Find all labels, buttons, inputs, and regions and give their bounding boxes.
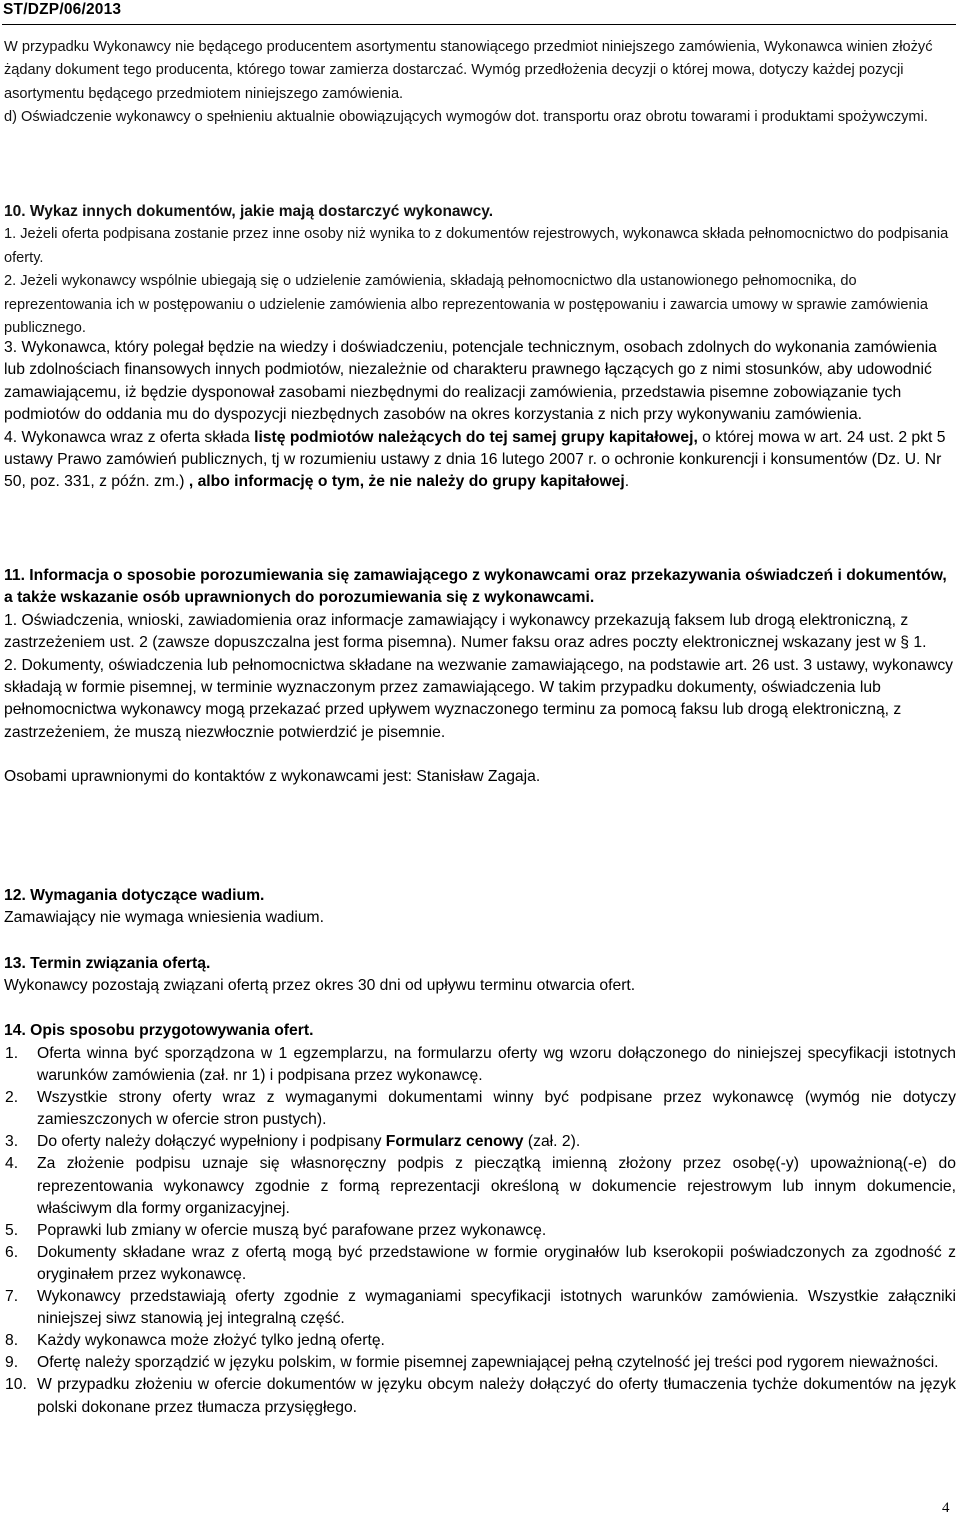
top-block (4, 36, 956, 130)
section-11-heading: 11. Informacja o sposobie porozumiewania się zamawiającego z wykonawcami oraz przekazywania oświadczeń i dokumentów, a także wskazanie osób uprawnionych do porozumiewania się z wykonawcami. (4, 567, 947, 607)
section-14-list (4, 1043, 956, 1419)
section-10 (4, 200, 956, 340)
section-11 (4, 565, 956, 789)
section-11-item-1: 1. Oświadczenia, wnioski, zawiadomienia oraz informacje zamawiający i wykonawcy przekazują faksem lub drogą elektroniczną, z zastrzeżeniem ust. 2 (zawsze dopuszczalna jest forma pisemna). Numer faksu oraz adres poczty elektronicznej wskazany jest w § 1. (4, 611, 927, 652)
section-14-heading-block (4, 1020, 956, 1042)
section-12-text: Zamawiający nie wymaga wniesienia wadium. (4, 909, 324, 927)
list-item: 6. Dokumenty składane wraz z ofertą mogą być przedstawione w formie oryginałów lub kserokopii poświadczonych za zgodność z oryginałem przez wykonawcę. (5, 1243, 956, 1283)
section-11-contact: Osobami uprawnionymi do kontaktów z wykonawcami jest: Stanisław Zagaja. (4, 768, 541, 786)
section-10-item-3: 3. Wykonawca, który polegał będzie na wiedzy i doświadczeniu, potencjale technicznym, osobach zdolnych do wykonania zamówienia lub zdolnościach finansowych innych podmiotów, niezależnie od charakteru prawnego łączących go z nimi stosunków, aby udowodnić zamawiającemu, iż będzie dysponował zasobami niezbędnymi do realizacji zamówienia, przedstawia pisemne zobowiązanie tych podmiotów do oddania mu do dyspozycji niezbędnych zasobów na okres korzystania z nich przy wykonywaniu zamówienia. (4, 339, 937, 424)
section-13 (4, 953, 956, 998)
section-10-heading: 10. Wykaz innych dokumentów, jakie mają dostarczyć wykonawcy. (4, 203, 494, 220)
list-item: 3. Do oferty należy dołączyć wypełniony i podpisany Formularz cenowy (zał. 2). (5, 1133, 581, 1151)
list-item: 5. Poprawki lub zmiany w ofercie muszą być parafowane przez wykonawcę. (5, 1221, 547, 1239)
list-item: 1. Oferta winna być sporządzona w 1 egzemplarzu, na formularzu oferty wg wzoru dołączonego do niniejszej specyfikacji istotnych warunków zamówienia (zał. nr 1) i podpisana przez wykonawcę. (5, 1045, 956, 1085)
price-form-emphasis: Formularz cenowy (385, 1133, 524, 1151)
section-12-heading: 12. Wymagania dotyczące wadium. (4, 887, 265, 904)
section-10-continued (4, 337, 956, 494)
list-item: 2. Wszystkie strony oferty wraz z wymaganymi dokumentami winny być podpisane przez wykonawcę (wymóg nie dotyczy zamieszczonych w ofercie stron pustych). (5, 1089, 956, 1129)
section-14-heading: 14. Opis sposobu przygotowywania ofert. (4, 1022, 314, 1039)
document-id: ST/DZP/06/2013 (3, 1, 122, 18)
capital-group-list-emphasis: listę podmiotów należących do tej samej grupy kapitałowej, (254, 428, 698, 446)
section-12 (4, 885, 956, 930)
capital-group-info-emphasis: , albo informację o tym, że nie należy do grupy kapitałowej (188, 473, 625, 491)
section-13-text: Wykonawcy pozostają związani ofertą przez okres 30 dni od upływu terminu otwarcia ofert. (4, 977, 636, 995)
section-11-item-2: 2. Dokumenty, oświadczenia lub pełnomocnictwa składane na wezwanie zamawiającego, na podstawie art. 26 ust. 3 ustawy, wykonawcy składają w formie pisemnej, w terminie wyznaczonym przez zamawiającego. W takim przypadku dokumenty, oświadczenia lub pełnomocnictwa wykonawcy mogą przekazać przed upływem wyznaczonego terminu za pomocą faksu lub drogą elektroniczną, z zastrzeżeniem, że muszą niezwłocznie potwierdzić je pisemnie. (4, 656, 954, 741)
paragraph-transport-statement: d) Oświadczenie wykonawcy o spełnieniu aktualnie obowiązujących wymogów dot. transportu oraz obrotu towarami i produktami spożywczymi. (4, 109, 928, 126)
list-item: 9. Ofertę należy sporządzić w języku polskim, w formie pisemnej zapewniającej pełną czytelność jej treści pod rygorem nieważności. (5, 1354, 939, 1372)
section-10-item-4: 4. Wykonawca wraz z oferta składa listę podmiotów należących do tej samej grupy kapitałowej, o której mowa w art. 24 ust. 2 pkt 5 ustawy Prawo zamówień publicznych, tj w rozumieniu ustawy z dnia 16 lutego 2007 r. o ochronie konkurencji i konsumentów (Dz. U. Nr 50, poz. 331, z późn. zm.) , albo informację o tym, że nie należy do grupy kapitałowej. (4, 428, 946, 491)
page-number: 4 (942, 1500, 950, 1516)
list-item: 10. W przypadku złożeniu w ofercie dokumentów w języku obcym należy dołączyć do oferty tłumaczenia tychże dokumentów na język polski dokonane przez tłumacza przysięgłego. (5, 1376, 956, 1416)
list-item: 4. Za złożenie podpisu uznaje się własnoręczny podpis z pieczątką imienną złożony przez osobę(-y) upoważnioną(-e) do reprezentowania wykonawcy zgodnie z formą reprezentacji określoną w dokumencie rejestrowym lub innym dokumencie, właściwym dla formy organizacyjnej. (5, 1155, 956, 1217)
section-13-heading: 13. Termin związania ofertą. (4, 955, 211, 972)
section-10-item-2: 2. Jeżeli wykonawcy wspólnie ubiegają się o udzielenie zamówienia, składają pełnomocnictwo dla ustanowionego pełnomocnika, do reprezentowania ich w postępowaniu o udzielenie zamówienia albo reprezentowania w postępowaniu i zawarcia umowy w sprawie zamówienia publicznego. (4, 273, 928, 337)
list-item: 7. Wykonawcy przedstawiają oferty zgodnie z wymaganiami specyfikacji istotnych warunków zamówienia. Wszystkie załączniki niniejszej siwz stanowią jej integralną część. (5, 1288, 956, 1328)
section-10-item-1: 1. Jeżeli oferta podpisana zostanie przez inne osoby niż wynika to z dokumentów rejestrowych, wykonawca składa pełnomocnictwo do podpisania oferty. (4, 226, 949, 266)
paragraph-producer-document: W przypadku Wykonawcy nie będącego producentem asortymentu stanowiącego przedmiot niniejszego zamówienia, Wykonawca winien złożyć żądany dokument tego producenta, którego towar zamierza dostarczać. Wymóg przedłożenia decyzji o której mowa, dotyczy każdej pozycji asortymentu będącego przedmiotem niniejszego zamówienia. (4, 39, 933, 102)
header-rule (2, 24, 956, 25)
list-item: 8. Każdy wykonawca może złożyć tylko jedną ofertę. (5, 1332, 385, 1350)
